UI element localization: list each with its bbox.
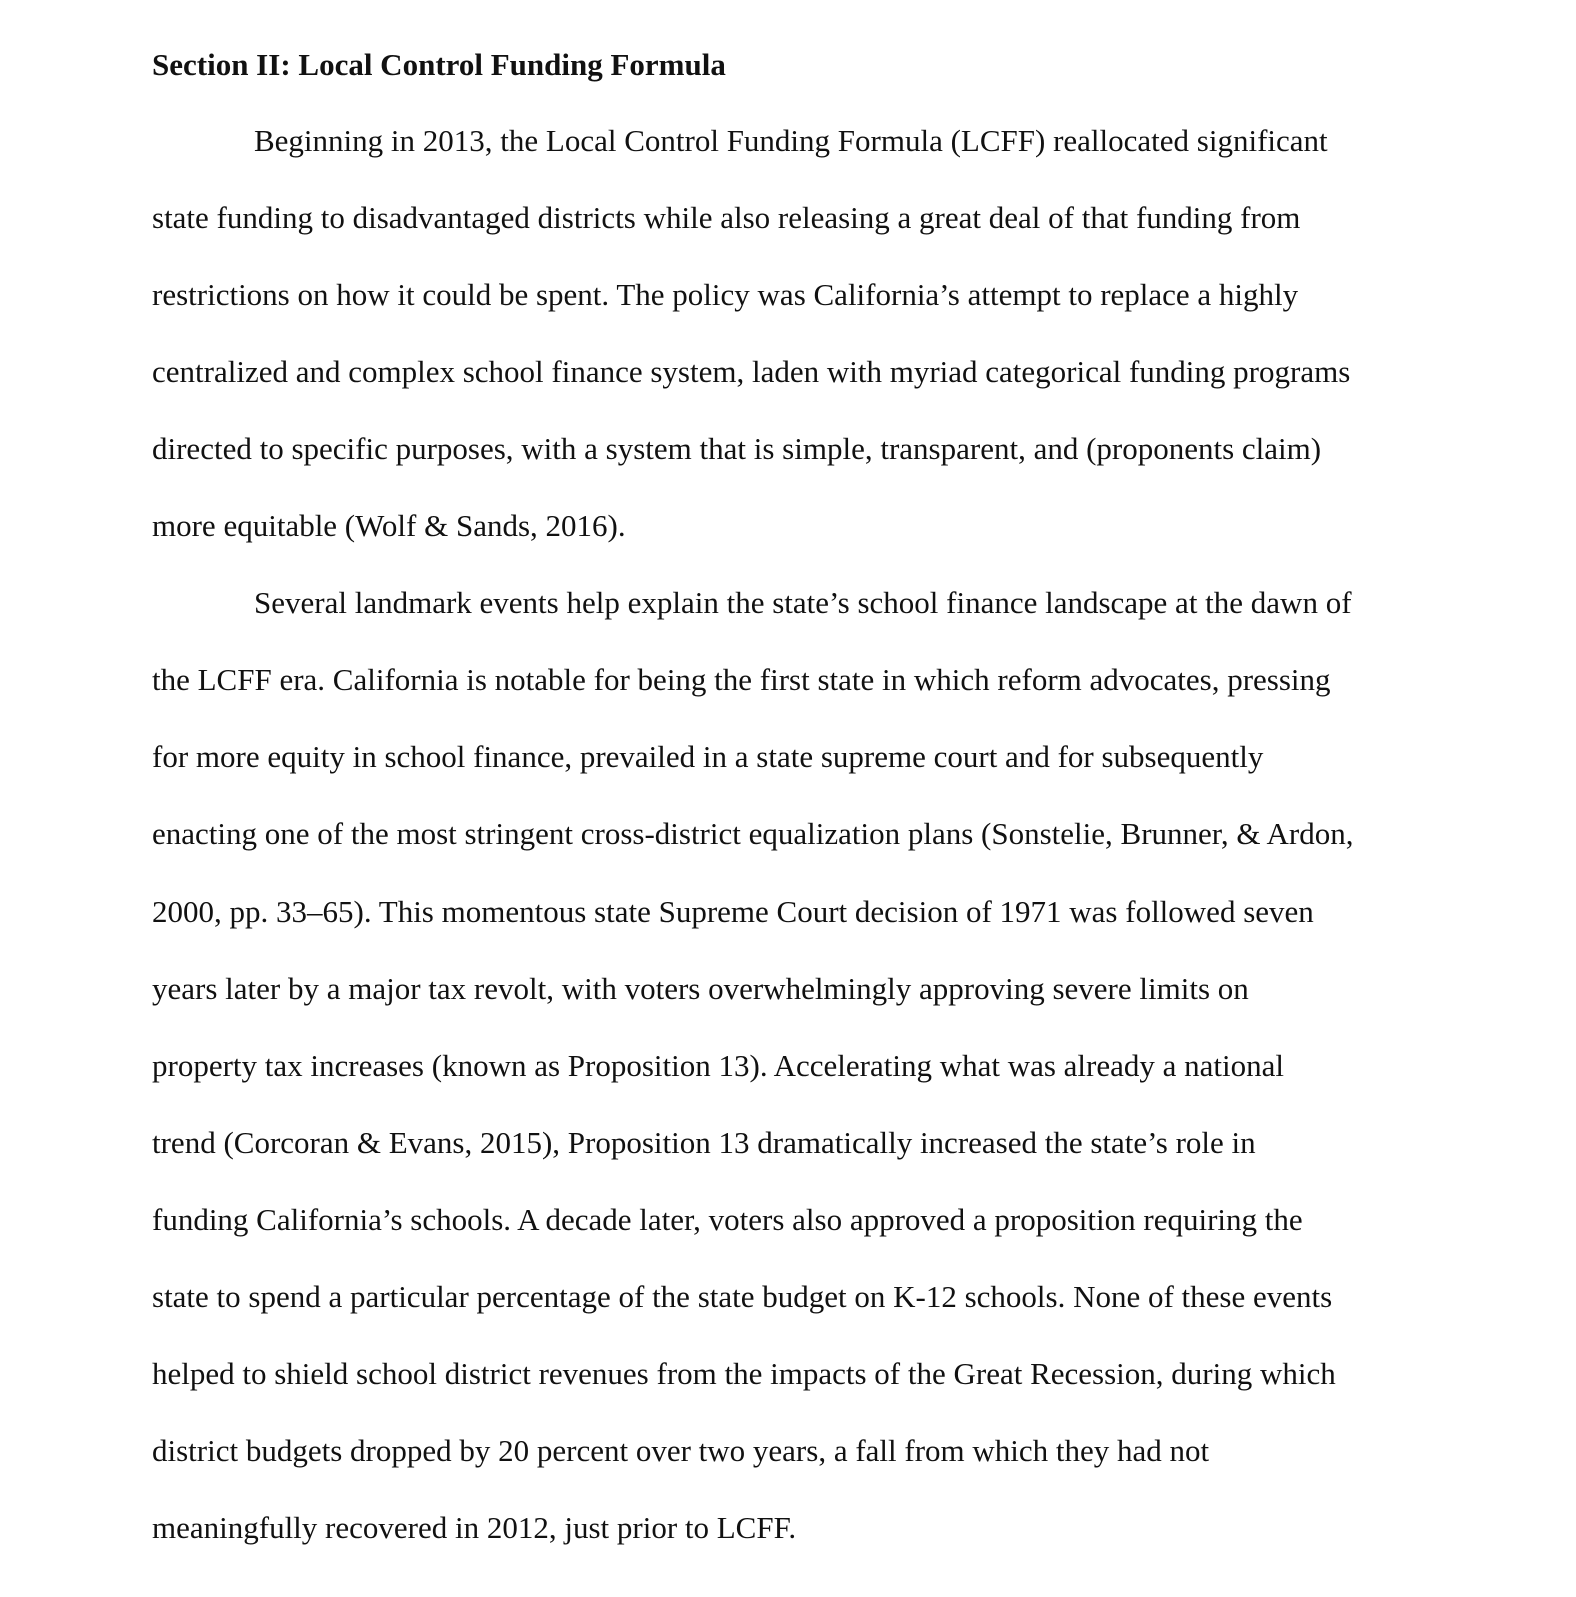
paragraph-2-line-5: 2000, pp. 33–65). This momentous state Supreme Court decision of 1971 was followed seven: [152, 894, 1314, 929]
paragraph-2-line-7: property tax increases (known as Proposition 13). Accelerating what was already a national: [152, 1048, 1284, 1083]
paragraph-2-line-11: helped to shield school district revenues from the impacts of the Great Recession, during which: [152, 1356, 1336, 1391]
paragraph-1-line-4: centralized and complex school finance system, laden with myriad categorical funding programs: [152, 354, 1351, 389]
paragraph-2-line-2: the LCFF era. California is notable for being the first state in which reform advocates, pressing: [152, 662, 1331, 697]
paragraph-2-line-4: enacting one of the most stringent cross-district equalization plans (Sonstelie, Brunner, & Ardon,: [152, 816, 1354, 851]
paragraph-2-line-3: for more equity in school finance, prevailed in a state supreme court and for subsequently: [152, 739, 1264, 774]
paragraph-2-line-6: years later by a major tax revolt, with voters overwhelmingly approving severe limits on: [152, 971, 1249, 1006]
paragraph-1-line-6: more equitable (Wolf & Sands, 2016).: [152, 508, 626, 543]
section-heading: Section II: Local Control Funding Formula: [152, 47, 726, 82]
paragraph-2-line-13: meaningfully recovered in 2012, just prior to LCFF.: [152, 1510, 797, 1545]
paragraph-1-line-5: directed to specific purposes, with a system that is simple, transparent, and (proponents claim): [152, 431, 1322, 466]
paragraph-2-line-9: funding California’s schools. A decade later, voters also approved a proposition requiring the: [152, 1202, 1303, 1237]
paragraph-1-line-1: Beginning in 2013, the Local Control Funding Formula (LCFF) reallocated significant: [254, 123, 1328, 158]
paragraph-2-line-8: trend (Corcoran & Evans, 2015), Proposition 13 dramatically increased the state’s role in: [152, 1125, 1256, 1160]
paragraph-2-line-10: state to spend a particular percentage of the state budget on K-12 schools. None of these events: [152, 1279, 1333, 1314]
paragraph-1-line-2: state funding to disadvantaged districts while also releasing a great deal of that funding from: [152, 200, 1301, 235]
paragraph-1-line-3: restrictions on how it could be spent. The policy was California’s attempt to replace a highly: [152, 277, 1299, 312]
paragraph-2-line-1: Several landmark events help explain the state’s school finance landscape at the dawn of: [254, 585, 1352, 620]
paragraph-2-line-12: district budgets dropped by 20 percent over two years, a fall from which they had not: [152, 1433, 1210, 1468]
